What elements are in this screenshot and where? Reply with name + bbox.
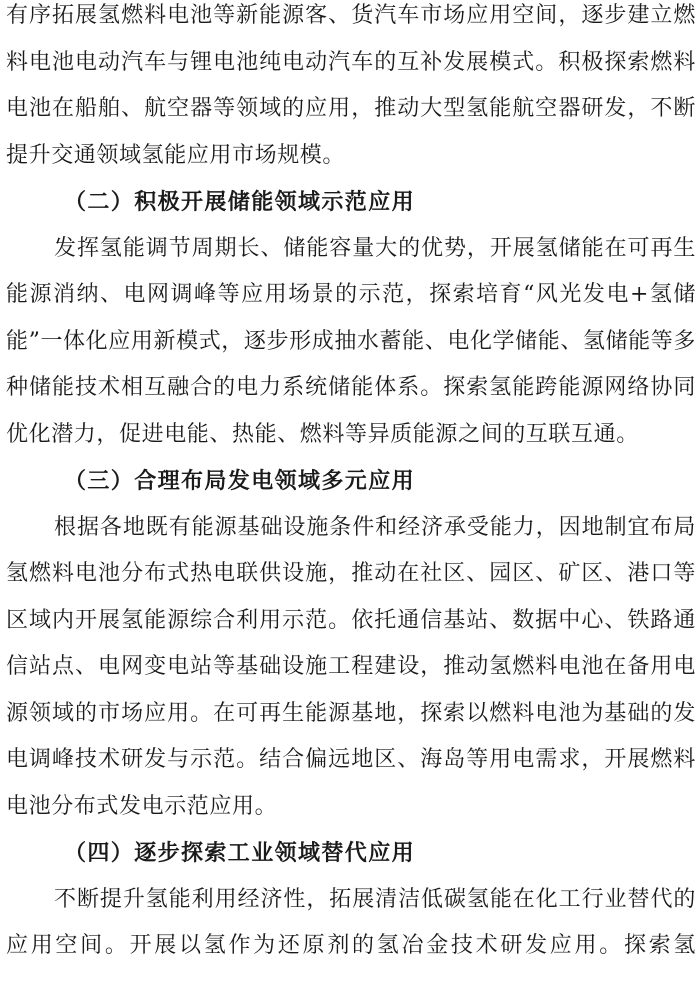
paragraph-industry: 不断提升氢能利用经济性，拓展清洁低碳氢能在化工行业替代的应用空间。开展以氢作为还原剂的氢冶金技术研发应用。探索氢 [6,886,696,958]
section-heading-power-generation: （三）合理布局发电领域多元应用 [64,468,416,494]
paragraph-power-generation: 根据各地既有能源基础设施条件和经济承受能力，因地制宜布局氢燃料电池分布式热电联供设施，推动在社区、园区、矿区、港口等区域内开展氢能源综合利用示范。依托通信基站、数据中心、铁路通信站点、电网变电站等基础设施工程建设，推动氢燃料电池在备用电源领域的市场应用。在可再生能源基地，探索以燃料电池为基础的发电调峰技术研发与示范。结合偏远地区、海岛等用电需求，开展燃料电池分布式发电示范应用。 [6,514,696,819]
paragraph-transport: 有序拓展氢燃料电池等新能源客、货汽车市场应用空间，逐步建立燃料电池电动汽车与锂电池纯电动汽车的互补发展模式。积极探索燃料电池在船舶、航空器等领域的应用，推动大型氢能航空器研发，不断提升交通领域氢能应用市场规模。 [6,3,696,168]
paragraph-energy-storage: 发挥氢能调节周期长、储能容量大的优势，开展氢储能在可再生能源消纳、电网调峰等应用场景的示范，探索培育“风光发电+氢储能”一体化应用新模式，逐步形成抽水蓄能、电化学储能、氢储能等多种储能技术相互融合的电力系统储能体系。探索氢能跨能源网络协同优化潜力，促进电能、热能、燃料等异质能源之间的互联互通。 [6,235,696,447]
section-heading-energy-storage: （二）积极开展储能领域示范应用 [64,189,416,215]
section-heading-industry: （四）逐步探索工业领域替代应用 [64,840,416,866]
